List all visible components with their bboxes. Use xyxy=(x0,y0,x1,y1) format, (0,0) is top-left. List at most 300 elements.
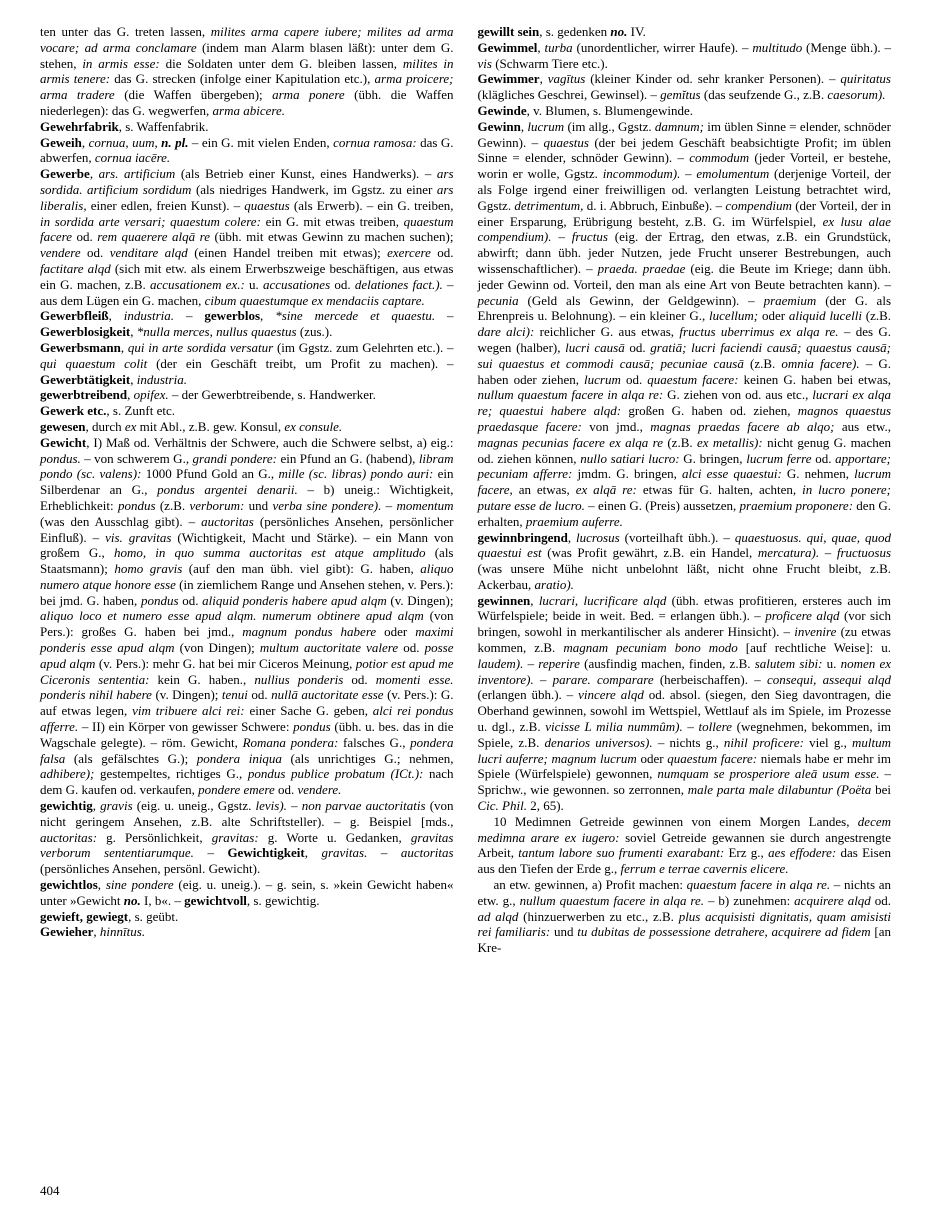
text-run: – xyxy=(291,798,302,814)
latin-run: praemium proponere: xyxy=(739,497,857,513)
bold-italic-run: no. xyxy=(610,24,631,39)
latin-run: ferrum e terrae cavernis elicere. xyxy=(620,861,789,877)
text-run: , xyxy=(108,308,124,324)
dictionary-paragraph xyxy=(40,308,454,340)
latin-run: lucri causā xyxy=(565,339,630,355)
text-run: , xyxy=(130,324,137,340)
latin-run: vis. gravitas xyxy=(105,529,178,545)
text-run: den G. erhalten, xyxy=(477,497,891,529)
latin-run: nullā auctoritate esse xyxy=(271,687,388,703)
text-run: , s. gedenken xyxy=(539,24,611,39)
latin-run: maximi ponderis esse apud alqm xyxy=(40,624,454,656)
text-run: bei xyxy=(875,782,891,798)
latin-run: multitudo xyxy=(752,39,807,55)
text-run: (im Ggstz. zum Gelehrten etc.). – xyxy=(276,339,454,355)
latin-run: quiritatus xyxy=(840,71,891,87)
text-run: , xyxy=(567,529,577,545)
latin-run: posse apud alqm xyxy=(40,640,454,671)
latin-run: aliquo loco et numero esse apud alqm. numerum obtinere apud alqm xyxy=(40,608,430,624)
latin-run: commodum xyxy=(689,150,755,166)
text-run: ein Silberdenar an G., xyxy=(40,466,454,498)
text-run: (als Staatsmann); xyxy=(40,545,454,577)
latin-run: aliquid ponderis habere apud alqm xyxy=(202,592,391,608)
latin-run: denarios universos). xyxy=(544,734,658,750)
text-run: , xyxy=(260,308,276,324)
text-run: ein Pfund an G. (habend), xyxy=(280,450,419,466)
text-run: od. xyxy=(351,671,376,687)
text-run: von jmd., xyxy=(589,418,651,434)
text-run: im üblen Sinne = elender, schnöder Gewinn). – xyxy=(477,118,891,150)
text-run: – nichts an etw. g., xyxy=(477,877,891,908)
latin-run: fructus uberrimus ex alqa re. xyxy=(679,324,844,340)
text-run: (als gefälschtes G.); xyxy=(73,750,197,766)
text-run: – des G. wegen (halber), xyxy=(477,324,892,355)
text-run: , s. Waffenfabrik. xyxy=(118,118,209,134)
text-run: 10 Medimnen Getreide gewinnen von einem Morgen Landes, xyxy=(493,813,858,829)
latin-run: salutem sibi: xyxy=(754,655,827,671)
text-run: (v. Dingen); xyxy=(155,687,222,703)
latin-run: pondus argentei denarii. xyxy=(157,482,308,498)
latin-run: qui in arte sordida versatur xyxy=(127,339,277,355)
latin-run: auctoritas xyxy=(400,845,454,861)
dictionary-paragraph xyxy=(478,103,892,119)
headword: gewerblos xyxy=(204,308,261,324)
latin-run: vim tribuere alci rei: xyxy=(132,703,250,719)
text-run: einer Sache G. geben, xyxy=(249,703,373,719)
latin-run: momentum xyxy=(396,497,454,513)
latin-run: pondera iniqua xyxy=(196,750,291,766)
latin-run: pondus xyxy=(293,719,335,735)
dictionary-paragraph xyxy=(40,166,454,308)
text-run: od. xyxy=(403,640,425,656)
latin-run: tantum labore suo frumenti exarabant: xyxy=(518,845,729,861)
headword: Gewicht xyxy=(40,434,87,450)
latin-run: multum auctoritate valere xyxy=(259,640,404,656)
page-number: 404 xyxy=(40,1183,60,1198)
text-run: g. Persönlichkeit, xyxy=(106,829,212,845)
headword: Gewerbsmann xyxy=(40,339,121,355)
latin-run: mercatura). xyxy=(757,545,825,561)
latin-run: in sordida arte versari; quaestum colere: xyxy=(40,213,266,229)
text-run: (übh. die Waffen niederlegen): das G. wegwerfen, xyxy=(40,87,454,118)
latin-run: ars sordida. artificium sordidum xyxy=(40,166,454,197)
latin-run: lucrum xyxy=(527,118,568,134)
latin-run: cibum quaestumque ex mendaciis captare. xyxy=(204,292,425,308)
latin-run: Cic. Phil. xyxy=(477,798,531,814)
latin-run: delationes fact.). xyxy=(354,276,448,292)
text-run: – xyxy=(558,229,572,245)
text-run: , xyxy=(92,798,101,814)
latin-run: exercere xyxy=(387,245,438,261)
latin-run: compendium xyxy=(725,197,796,213)
latin-run: lucrari ex alqa re; quaestui habere alqd: xyxy=(477,387,892,419)
text-run: , xyxy=(539,71,548,87)
latin-run: quaestum facere: xyxy=(647,371,744,387)
latin-run: pondere emere xyxy=(198,782,279,798)
text-run: – b) uneig.: Wichtigkeit, Erheblichkeit: xyxy=(40,482,454,513)
latin-run: grandi pondere: xyxy=(192,450,281,466)
latin-run: industria. xyxy=(123,308,186,324)
latin-run: magnas pecunias facere ex alqa re xyxy=(477,434,668,450)
latin-run: acquirere alqd xyxy=(794,892,875,908)
latin-run: tollere xyxy=(698,719,737,735)
text-run: (indem man Alarm blasen läßt): unter dem G. stehen, xyxy=(40,39,454,71)
latin-run: quaestum facere: xyxy=(667,750,761,766)
text-run: (als unrichtiges G.; nehmen, xyxy=(290,750,454,766)
text-run: (einen Handel treiben mit etwas); xyxy=(194,245,388,261)
latin-run: lucrosus xyxy=(576,529,625,545)
text-run: – b) zunehmen: xyxy=(707,892,795,908)
latin-run: nullum quaestum facere in alqa re. xyxy=(519,892,708,908)
latin-run: vincere alqd xyxy=(578,687,649,703)
latin-run: gravitas: xyxy=(211,829,268,845)
text-run: aus etw., xyxy=(841,418,891,434)
latin-run: pondus xyxy=(117,497,160,513)
latin-run: gratiā; lucri faciendi causā; quaestus causā; sui quaestus et commodi causā; pecuniae causā xyxy=(477,339,891,371)
text-run: (im allg., Ggstz. xyxy=(567,118,655,134)
text-run: (kleiner Kinder od. sehr kranker Personen). – xyxy=(590,71,841,87)
headword: Gewimmel xyxy=(477,39,538,55)
latin-run: magnas praedas facere ab alqo; xyxy=(650,418,842,434)
latin-run: plus acquisisti dignitatis, quam amisisti rei familiaris: xyxy=(477,908,891,940)
latin-run: reperire xyxy=(538,655,585,671)
latin-run: vicisse L milia nummûm). xyxy=(545,719,688,735)
latin-run: accusationem ex.: xyxy=(149,276,250,292)
latin-run: auctoritas: xyxy=(40,829,107,845)
latin-run: cornua ramosa: xyxy=(333,134,421,150)
text-run: [auf rechtliche Weise]: u. xyxy=(745,640,891,656)
latin-run: praemium auferre. xyxy=(525,513,623,529)
text-run: soviel Getreide gewannen sie durch angestrengte Arbeit, xyxy=(477,829,891,861)
latin-run: caesorum). xyxy=(827,87,886,103)
latin-run: aliquo numero atque honore esse xyxy=(40,561,454,592)
text-run: , xyxy=(97,877,106,893)
latin-run: ars liberalis, xyxy=(40,181,454,213)
headword: Gewerbtätigkeit xyxy=(40,371,131,387)
headword: Gewieher xyxy=(40,924,94,940)
latin-run: emolumentum xyxy=(696,166,775,182)
latin-run: nullius ponderis xyxy=(254,671,352,687)
text-run: (klägliches Geschrei, Gewinsel). – xyxy=(477,87,661,103)
text-run: , xyxy=(120,339,128,355)
latin-run: alci rei pondus afferre. xyxy=(40,703,454,735)
latin-run: ars. artificium xyxy=(98,166,181,182)
text-run: und xyxy=(248,497,273,513)
dictionary-paragraph xyxy=(40,419,454,435)
text-run: (wegnehmen, bekommen, im Spiele, z.B. xyxy=(477,719,892,750)
latin-run: in armis esse: xyxy=(82,55,166,71)
text-run: reichlicher G. aus etwas, xyxy=(539,324,680,340)
latin-run: auctoritas xyxy=(201,513,260,529)
latin-run: damnum; xyxy=(654,118,708,134)
text-run: (übh. etwas profitieren, ersteres auch im Würfelspiele; beide in weit. Bed. = erlangen übh.). – xyxy=(477,592,891,624)
latin-run: aratio). xyxy=(534,576,574,592)
text-run: jmdm. G. bringen, xyxy=(577,466,683,482)
latin-run: arma proicere; arma tradere xyxy=(40,71,454,103)
latin-run: pondus publice probatum (ICt.): xyxy=(247,766,429,782)
text-run: nach dem G. kaufen od. verkaufen, xyxy=(40,766,454,798)
text-run: oder xyxy=(761,308,789,324)
latin-run: tu dubitas de possessione detrahere, acquirere ad fidem xyxy=(577,924,875,940)
bold-italic-run: no. xyxy=(123,892,144,908)
headword: Gewimmer xyxy=(477,71,540,87)
latin-run: magnos quaestus praedasque facere: xyxy=(477,403,891,434)
latin-run: libram pondo (sc. valens): xyxy=(40,450,454,482)
latin-run: verba sine pondere). xyxy=(272,497,386,513)
text-run: (Wichtigkeit, Macht und Stärke). – ein Mann von großem G., xyxy=(40,529,454,561)
text-run: , xyxy=(93,924,100,940)
latin-run: turba xyxy=(544,39,577,55)
text-run: (von nicht geringem Ansehen, z.B. alte Schriftsteller). – g. Beispiel [mds., xyxy=(40,798,454,829)
text-run: (als Erwerb). – ein G. treiben, xyxy=(293,197,454,213)
text-run: , xyxy=(81,134,89,150)
text-run: , xyxy=(130,371,137,387)
dictionary-paragraph xyxy=(40,119,454,135)
text-run: (v. Pers.): mehr G. hat bei mir Ciceros Meinung, xyxy=(98,655,356,671)
dictionary-paragraph xyxy=(478,71,892,103)
latin-run: nullum quaestum facere in alqa re: xyxy=(477,387,668,403)
text-run: d. i. Abbruch, Einbuße). – xyxy=(586,197,726,213)
text-run: IV. xyxy=(630,24,646,39)
text-run: (z.B. xyxy=(667,434,697,450)
latin-run: ad alqd xyxy=(477,908,524,924)
text-run: – xyxy=(447,308,454,324)
text-run: g. Worte u. Gedanken, xyxy=(267,829,411,845)
latin-run: numquam se prosperiore aleā usum esse. xyxy=(657,766,885,782)
text-run: (v. Dingen); xyxy=(390,592,454,608)
text-run: G. ziehen von od. aus etc., xyxy=(667,387,813,403)
latin-run: qui quaestum colit xyxy=(40,355,157,371)
latin-run: factitare alqd xyxy=(40,260,115,276)
dictionary-paragraph xyxy=(40,135,454,167)
headword: gewichtig xyxy=(40,798,93,814)
latin-run: cornua, uum, xyxy=(88,134,162,150)
column-right xyxy=(478,24,892,956)
latin-run: momenti esse. ponderis nihil habere xyxy=(40,671,454,703)
dictionary-paragraph xyxy=(478,40,892,72)
text-run: (derjenige Vorteil, der als Folge irgend einer freiwilligen od. verlangten Leistung betrachtet wird, Ggstz. xyxy=(477,166,892,213)
text-run: großen G. haben od. ziehen, xyxy=(628,403,798,419)
text-run: ten unter das G. treten lassen, xyxy=(40,24,211,39)
text-run: [an Kre- xyxy=(477,924,891,956)
dictionary-paragraph xyxy=(40,435,454,798)
text-run: – xyxy=(385,497,397,513)
text-run: (jeder Vorteil, er bestehe, worin er wolle, Ggstz. xyxy=(477,150,891,182)
latin-run: ex lusu alae compendium). xyxy=(477,213,892,245)
headword: gewichtlos xyxy=(40,877,98,893)
text-run: an etwas, xyxy=(518,482,576,498)
text-run: – einen G. (Preis) aussetzen, xyxy=(588,497,740,513)
latin-run: gravis xyxy=(100,798,137,814)
latin-run: dare alci): xyxy=(477,324,540,340)
latin-run: consequi, assequi alqd xyxy=(766,671,891,687)
latin-run: nullo satiari lucro: xyxy=(580,450,684,466)
text-run: – der Gewerbtreibende, s. Handwerker. xyxy=(171,387,376,403)
text-run: (der bei jedem Geschäft beabsichtigte Profit; im üblen Sinne = elender, schnöder Gewinn). – xyxy=(477,134,891,166)
text-run: – xyxy=(185,308,205,324)
text-run: , xyxy=(304,845,322,861)
text-run: – xyxy=(539,671,553,687)
latin-run: fructus xyxy=(571,229,615,245)
dictionary-paragraph xyxy=(40,403,454,419)
text-run: , durch xyxy=(85,418,125,434)
latin-run: Romana pondera: xyxy=(242,734,343,750)
latin-run: quaestum facere xyxy=(40,213,454,245)
text-run: falsches G., xyxy=(342,734,411,750)
text-run: (von Dingen); xyxy=(179,640,260,656)
latin-run: ex consule. xyxy=(284,418,343,434)
text-run: od. xyxy=(437,245,454,261)
latin-run: magnam pecuniam bono modo xyxy=(563,640,746,656)
dictionary-paragraph xyxy=(478,814,892,877)
text-run: (erlangen übh.). – xyxy=(477,687,579,703)
text-run: – xyxy=(824,545,837,561)
text-run: od. xyxy=(815,450,836,466)
dictionary-paragraph xyxy=(478,24,892,40)
text-run: , s. gewichtig. xyxy=(246,892,320,908)
dictionary-paragraph xyxy=(40,877,454,909)
text-run: (die Waffen übergeben); xyxy=(124,87,273,103)
text-run: (eig. u. uneig.). – g. sein, s. »kein Gewicht haben« unter »Gewicht xyxy=(40,877,454,908)
latin-run: in lucro ponere; putare esse de lucro. xyxy=(477,482,891,513)
text-run: ein G. mit etwas treiben, xyxy=(265,213,404,229)
text-run: , s. geübt. xyxy=(128,908,179,924)
text-run: mit Abl., z.B. gew. Konsul, xyxy=(139,418,285,434)
text-run: (zu etwas kommen, z.B. xyxy=(477,624,891,656)
text-run: (Schwarm Tiere etc.). xyxy=(495,55,608,71)
text-run: od. xyxy=(182,592,203,608)
bold-italic-run: n. pl. xyxy=(161,134,192,150)
latin-run: accusationes xyxy=(262,276,335,292)
text-run: – xyxy=(687,719,699,735)
headword: Gewerblosigkeit xyxy=(40,324,131,340)
text-run: (was unsere Mühe nicht unbelohnt läßt, nicht ohne Frucht bleibt, z.B. Ackerbau, xyxy=(477,561,891,592)
text-run: das G. strecken (infolge einer Kapitulation etc.), xyxy=(114,71,375,87)
text-run: (hinzuerwerben zu etc., z.B. xyxy=(523,908,679,924)
latin-run: venditare alqd xyxy=(109,245,195,261)
latin-run: quaestus xyxy=(244,197,294,213)
latin-run: male parta male dilabuntur (Poëta xyxy=(687,782,876,798)
latin-run: quaestus xyxy=(543,134,595,150)
text-run: (v. Pers.): G. auf etwas legen, xyxy=(40,687,454,719)
text-run: – G. haben oder ziehen, xyxy=(477,355,891,387)
latin-run: vendere. xyxy=(297,782,342,798)
latin-run: lucrum ferre xyxy=(746,450,816,466)
latin-run: pondera falsa xyxy=(40,734,454,766)
text-run: viel g., xyxy=(809,734,852,750)
text-run: – II) ein Körper von gewisser Schwere: xyxy=(81,719,294,735)
headword: Gewerbfleiß xyxy=(40,308,109,324)
latin-run: levis). xyxy=(255,798,292,814)
dictionary-paragraph xyxy=(478,119,892,530)
latin-run: laudem). xyxy=(477,655,528,671)
text-run: (Geld als Gewinn, der Geldgewinn). – xyxy=(527,292,764,308)
latin-run: gemĭtus xyxy=(660,87,704,103)
text-run: kein G. haben., xyxy=(157,671,255,687)
text-run: , I) Maß od. Verhältnis der Schwere, auch die Schwere selbst, a) eig.: xyxy=(86,434,454,450)
text-run: (ausfindig machen, finden, z.B. xyxy=(584,655,755,671)
latin-run: lucrari, lucrificare alqd xyxy=(538,592,672,608)
text-run: das G. abwerfen, xyxy=(40,134,454,166)
text-run: (übh. mit etwas Gewinn zu machen suchen); xyxy=(214,229,454,245)
text-run: (als niedriges Handwerk, im Ggstz. zu einer xyxy=(195,181,437,197)
latin-run: milites in armis tenere: xyxy=(40,55,454,87)
text-run: od. xyxy=(629,339,651,355)
latin-run: industria. xyxy=(136,371,187,387)
latin-run: gravitas verborum sententiarumque. xyxy=(40,829,454,861)
latin-run: alci esse quaestui: xyxy=(682,466,787,482)
text-run: 1000 Pfund Gold an G., xyxy=(145,466,279,482)
latin-run: opifex. xyxy=(133,387,172,403)
latin-run: detrimentum, xyxy=(514,197,587,213)
dictionary-paragraph xyxy=(40,909,454,925)
text-run: (als Betrieb einer Kunst, eines Handwerks). – xyxy=(180,166,437,182)
text-run: I, b«. – xyxy=(144,892,185,908)
text-run: – aus dem Lügen ein G. machen, xyxy=(40,276,454,308)
latin-run: fructuosus xyxy=(836,545,891,561)
latin-run: verborum: xyxy=(189,497,249,513)
headword: Gewerk etc. xyxy=(40,403,107,419)
latin-run: multum lucri auferre; magnum lucrum xyxy=(477,734,891,766)
text-run: (z.B. xyxy=(750,355,782,371)
text-run: (zus.). xyxy=(299,324,333,340)
text-run: (herbeischaffen). – xyxy=(659,671,767,687)
latin-run: adhibere); xyxy=(40,766,100,782)
latin-run: *sine mercede et quaestu. xyxy=(275,308,448,324)
text-run: oder xyxy=(384,624,416,640)
dictionary-paragraph xyxy=(478,593,892,814)
text-run: , xyxy=(530,592,539,608)
headword: gewieft, gewiegt xyxy=(40,908,129,924)
text-run: nicht genug G. machen od. ziehen können, xyxy=(477,434,891,466)
text-run: od. xyxy=(874,892,891,908)
headword: gewillt sein xyxy=(477,24,540,39)
text-run: (das seufzende G., z.B. xyxy=(703,87,828,103)
latin-run: nihil proficere: xyxy=(723,734,810,750)
text-run: (auf den man übh. viel gibt): G. haben, xyxy=(188,561,421,577)
text-run: an etw. gewinnen, a) Profit machen: xyxy=(493,877,687,893)
latin-run: sine pondere xyxy=(105,877,179,893)
text-run: od. xyxy=(76,229,98,245)
headword: Geweih xyxy=(40,134,82,150)
latin-run: arma ponere xyxy=(272,87,355,103)
text-run: (der Vorteil, der in einer Ersparung, Erübrigung besteht, z.B. G. im Würfelspiel, xyxy=(477,197,891,229)
text-run: , s. Zunft etc. xyxy=(106,403,176,419)
dictionary-paragraph xyxy=(40,387,454,403)
text-run: und xyxy=(553,924,578,940)
latin-run: nomen ex inventore). xyxy=(477,655,892,687)
latin-run: mille (sc. libras) pondo auri: xyxy=(278,466,438,482)
text-run: (der G. als Ehrenpreis u. Belohnung). – ein kleiner G., xyxy=(477,292,891,324)
text-run: 2, 65). xyxy=(530,798,564,814)
latin-run: aliquid lucelli xyxy=(788,308,866,324)
latin-run: proficere alqd xyxy=(765,608,844,624)
latin-run: praeda. praedae xyxy=(597,260,691,276)
text-run: – xyxy=(207,845,228,861)
text-run: (übh. u. bes. das in die Wagschale gelegte). – röm. Gewicht, xyxy=(40,719,454,750)
latin-run: rem quaerere alqā re xyxy=(97,229,215,245)
headword: gewinnbringend xyxy=(477,529,568,545)
latin-run: pondus xyxy=(140,592,183,608)
text-run: (der ein Geschäft treibt, um Profit zu machen). – xyxy=(156,355,454,371)
headword: Gewehrfabrik xyxy=(40,118,119,134)
text-run: (Menge übh.). – xyxy=(806,39,891,55)
text-run: (von Pers.): großes G. haben bei jmd., xyxy=(40,608,454,640)
latin-run: aes effodere: xyxy=(768,845,841,861)
latin-run: decem medimna arare ex iugero: xyxy=(477,813,891,845)
headword: Gewichtigkeit xyxy=(227,845,305,861)
text-run: die Soldaten unter dem G. bleiben lassen, xyxy=(165,55,403,71)
